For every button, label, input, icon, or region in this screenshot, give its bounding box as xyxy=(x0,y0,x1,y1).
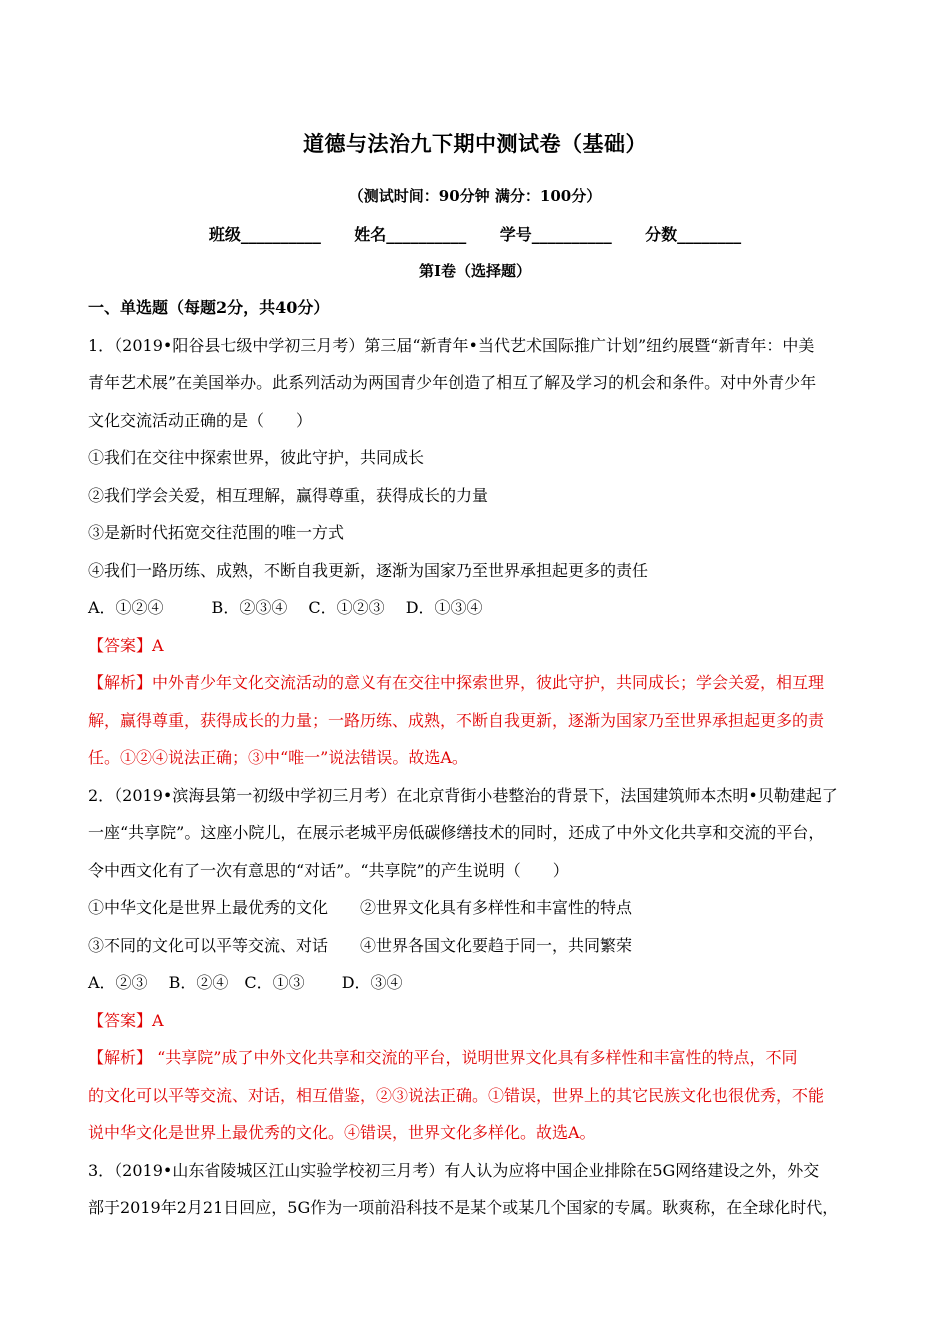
question-1-options: A．①②④ B．②③④ C．①②③ D．①③④ xyxy=(88,598,483,617)
question-1-line-2: 青年艺术展”在美国举办。此系列活动为两国青少年创造了相互了解及学习的机会和条件。对中外青少年 xyxy=(88,373,817,392)
student-info-fields: 班级__________ 姓名__________ 学号__________ 分数________ xyxy=(208,225,742,244)
question-1-line-3: 文化交流活动正确的是（ ） xyxy=(88,410,313,430)
question-2-analysis-3: 说中华文化是世界上最优秀的文化。④错误，世界文化多样化。故选A。 xyxy=(88,1123,596,1142)
question-2-line-3: 令中西文化有了一次有意思的“对话”。“共享院”的产生说明（ ） xyxy=(88,860,569,880)
page-title: 道德与法治九下期中测试卷（基础） xyxy=(303,131,647,156)
question-3-line-2: 部于2019年2月21日回应，5G作为一项前沿科技不是某个或某几个国家的专属。耿爽称，在全球化时代， xyxy=(88,1198,839,1217)
section-title: 一、单选题（每题2分，共40分） xyxy=(88,298,330,317)
question-1-item-3: ③是新时代拓宽交往范围的唯一方式 xyxy=(88,523,345,542)
question-1-analysis-1: 【解析】中外青少年文化交流活动的意义有在交往中探索世界，彼此守护，共同成长；学会关爱，相互理 xyxy=(88,673,825,692)
question-2-analysis-1: 【解析】 “共享院”成了中外文化共享和交流的平台，说明世界文化具有多样性和丰富性的特点，不同 xyxy=(88,1048,798,1067)
question-1-analysis-2: 解，赢得尊重，获得成长的力量；一路历练、成熟，不断自我更新，逐渐为国家乃至世界承担起更多的责 xyxy=(88,710,825,730)
question-2-answer: 【答案】A xyxy=(88,1010,164,1030)
question-2-item-2: ③不同的文化可以平等交流、对话 ④世界各国文化要趋于同一，共同繁荣 xyxy=(88,935,633,955)
question-3-line-1: 3．（2019•山东省陵城区江山实验学校初三月考）有人认为应将中国企业排除在5G网络建设之外，外交 xyxy=(88,1160,820,1180)
volume-title: 第I卷（选择题） xyxy=(418,262,532,280)
exam-info: （测试时间：90分钟 满分：100分） xyxy=(348,187,602,205)
question-1-item-2: ②我们学会关爱，相互理解，赢得尊重，获得成长的力量 xyxy=(88,485,489,505)
question-1-line-1: 1．（2019•阳谷县七级中学初三月考）第三届“新青年•当代艺术国际推广计划”纽约展暨“新青年：中美 xyxy=(88,335,815,355)
question-1-item-4: ④我们一路历练、成熟，不断自我更新，逐渐为国家乃至世界承担起更多的责任 xyxy=(88,560,649,580)
question-1-analysis-3: 任。①②④说法正确；③中“唯一”说法错误。故选A。 xyxy=(88,748,468,767)
question-2-line-2: 一座“共享院”。这座小院儿，在展示老城平房低碳修缮技术的同时，还成了中外文化共享和交流的平台， xyxy=(88,823,825,842)
question-content xyxy=(88,297,868,1235)
question-2-analysis-2: 的文化可以平等交流、对话，相互借鉴，②③说法正确。①错误，世界上的其它民族文化也很优秀，不能 xyxy=(88,1085,825,1105)
question-2-line-1: 2．（2019•滨海县第一初级中学初三月考）在北京背街小巷整治的背景下，法国建筑师本杰明•贝勒建起了 xyxy=(88,785,838,805)
question-2-options: A．②③ B．②④ C．①③ D．③④ xyxy=(88,973,403,992)
question-1-answer: 【答案】A xyxy=(88,635,164,655)
question-1-item-1: ①我们在交往中探索世界，彼此守护，共同成长 xyxy=(88,448,425,467)
question-2-item-1: ①中华文化是世界上最优秀的文化 ②世界文化具有多样性和丰富性的特点 xyxy=(88,898,633,917)
